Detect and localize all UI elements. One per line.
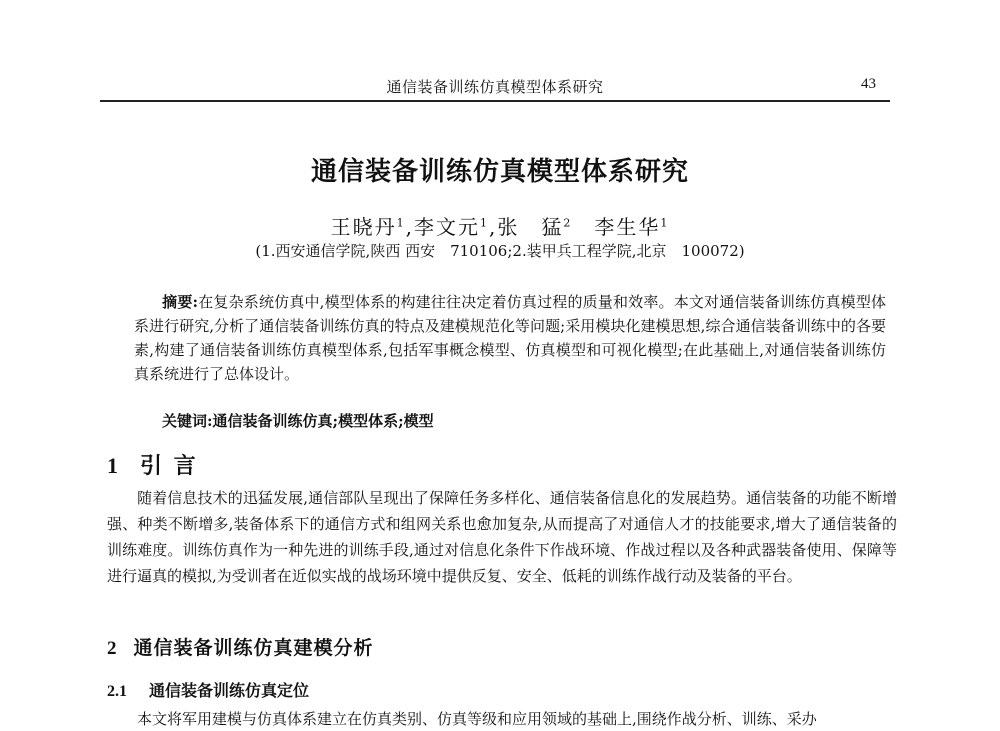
author-affiliation-mark: 1 <box>480 216 489 230</box>
author-separator <box>572 215 594 239</box>
keywords <box>162 410 434 431</box>
section-title: 引 言 <box>140 453 198 479</box>
author-name: 李生华 <box>594 215 661 239</box>
paper-title: 通信装备训练仿真模型体系研究 <box>310 157 689 187</box>
author-separator: , <box>489 215 498 239</box>
section-title: 通信装备训练仿真建模分析 <box>133 637 374 659</box>
subsection-paragraph: 本文将军用建模与仿真体系建立在仿真类别、仿真等级和应用领域的基础上,围绕作战分析、训练、采办 <box>137 710 817 728</box>
author-affiliation-mark: 2 <box>563 216 573 230</box>
author-separator: , <box>405 215 414 239</box>
section-number: 1 <box>107 453 120 478</box>
section-heading-introduction <box>107 449 198 480</box>
running-title: 通信装备训练仿真模型体系研究 <box>386 78 604 96</box>
author-affiliation-mark: 1 <box>396 216 406 230</box>
page-number: 43 <box>861 76 876 92</box>
abstract <box>134 290 886 386</box>
abstract-text: 在复杂系统仿真中,模型体系的构建往往决定着仿真过程的质量和效率。本文对通信装备训练仿真模型体系进行研究,分析了通信装备训练仿真的特点及建模规范化等问题;采用模块化建模思想,综合通信装备训练中的各要素,构建了通信装备训练仿真模型体系,包括军事概念模型、仿真模型和可视化模型;在此基础上,对通信装备训练仿真系统进行了总体设计。 <box>134 293 886 383</box>
section-number: 2 <box>107 638 118 659</box>
keywords-text: 通信装备训练仿真;模型体系;模型 <box>212 412 434 430</box>
keywords-label: 关键词: <box>162 412 213 430</box>
paragraph-text: 随着信息技术的迅猛发展,通信部队呈现出了保障任务多样化、通信装备信息化的发展趋势。通信装备的功能不断增强、种类不断增多,装备体系下的通信方式和组网关系也愈加复杂,从而提高了对通信人才的技能要求,增大了通信装备的训练难度。训练仿真作为一种先进的训练手段,通过对信息化条件下作战环境、作战过程以及各种武器装备使用、保障等进行逼真的模拟,为受训者在近似实战的战场环境中提供反复、安全、低耗的训练作战行动及装备的平台。 <box>107 489 897 585</box>
abstract-label: 摘要: <box>162 293 199 311</box>
author-list <box>0 211 1000 240</box>
author-name: 李文元 <box>414 215 480 239</box>
subsection-title: 通信装备训练仿真定位 <box>149 681 310 700</box>
author-affiliation-mark: 1 <box>660 216 670 230</box>
affiliation: (1.西安通信学院,陕西 西安 710106;2.装甲兵工程学院,北京 100072) <box>255 242 745 260</box>
running-header <box>100 70 890 102</box>
subsection-number: 2.1 <box>107 683 127 700</box>
author-name: 王晓丹 <box>330 215 397 239</box>
section-heading-modeling-analysis <box>107 633 374 660</box>
subsection-heading <box>107 678 309 701</box>
author-name: 张 猛 <box>497 215 564 239</box>
introduction-paragraph <box>107 485 897 589</box>
